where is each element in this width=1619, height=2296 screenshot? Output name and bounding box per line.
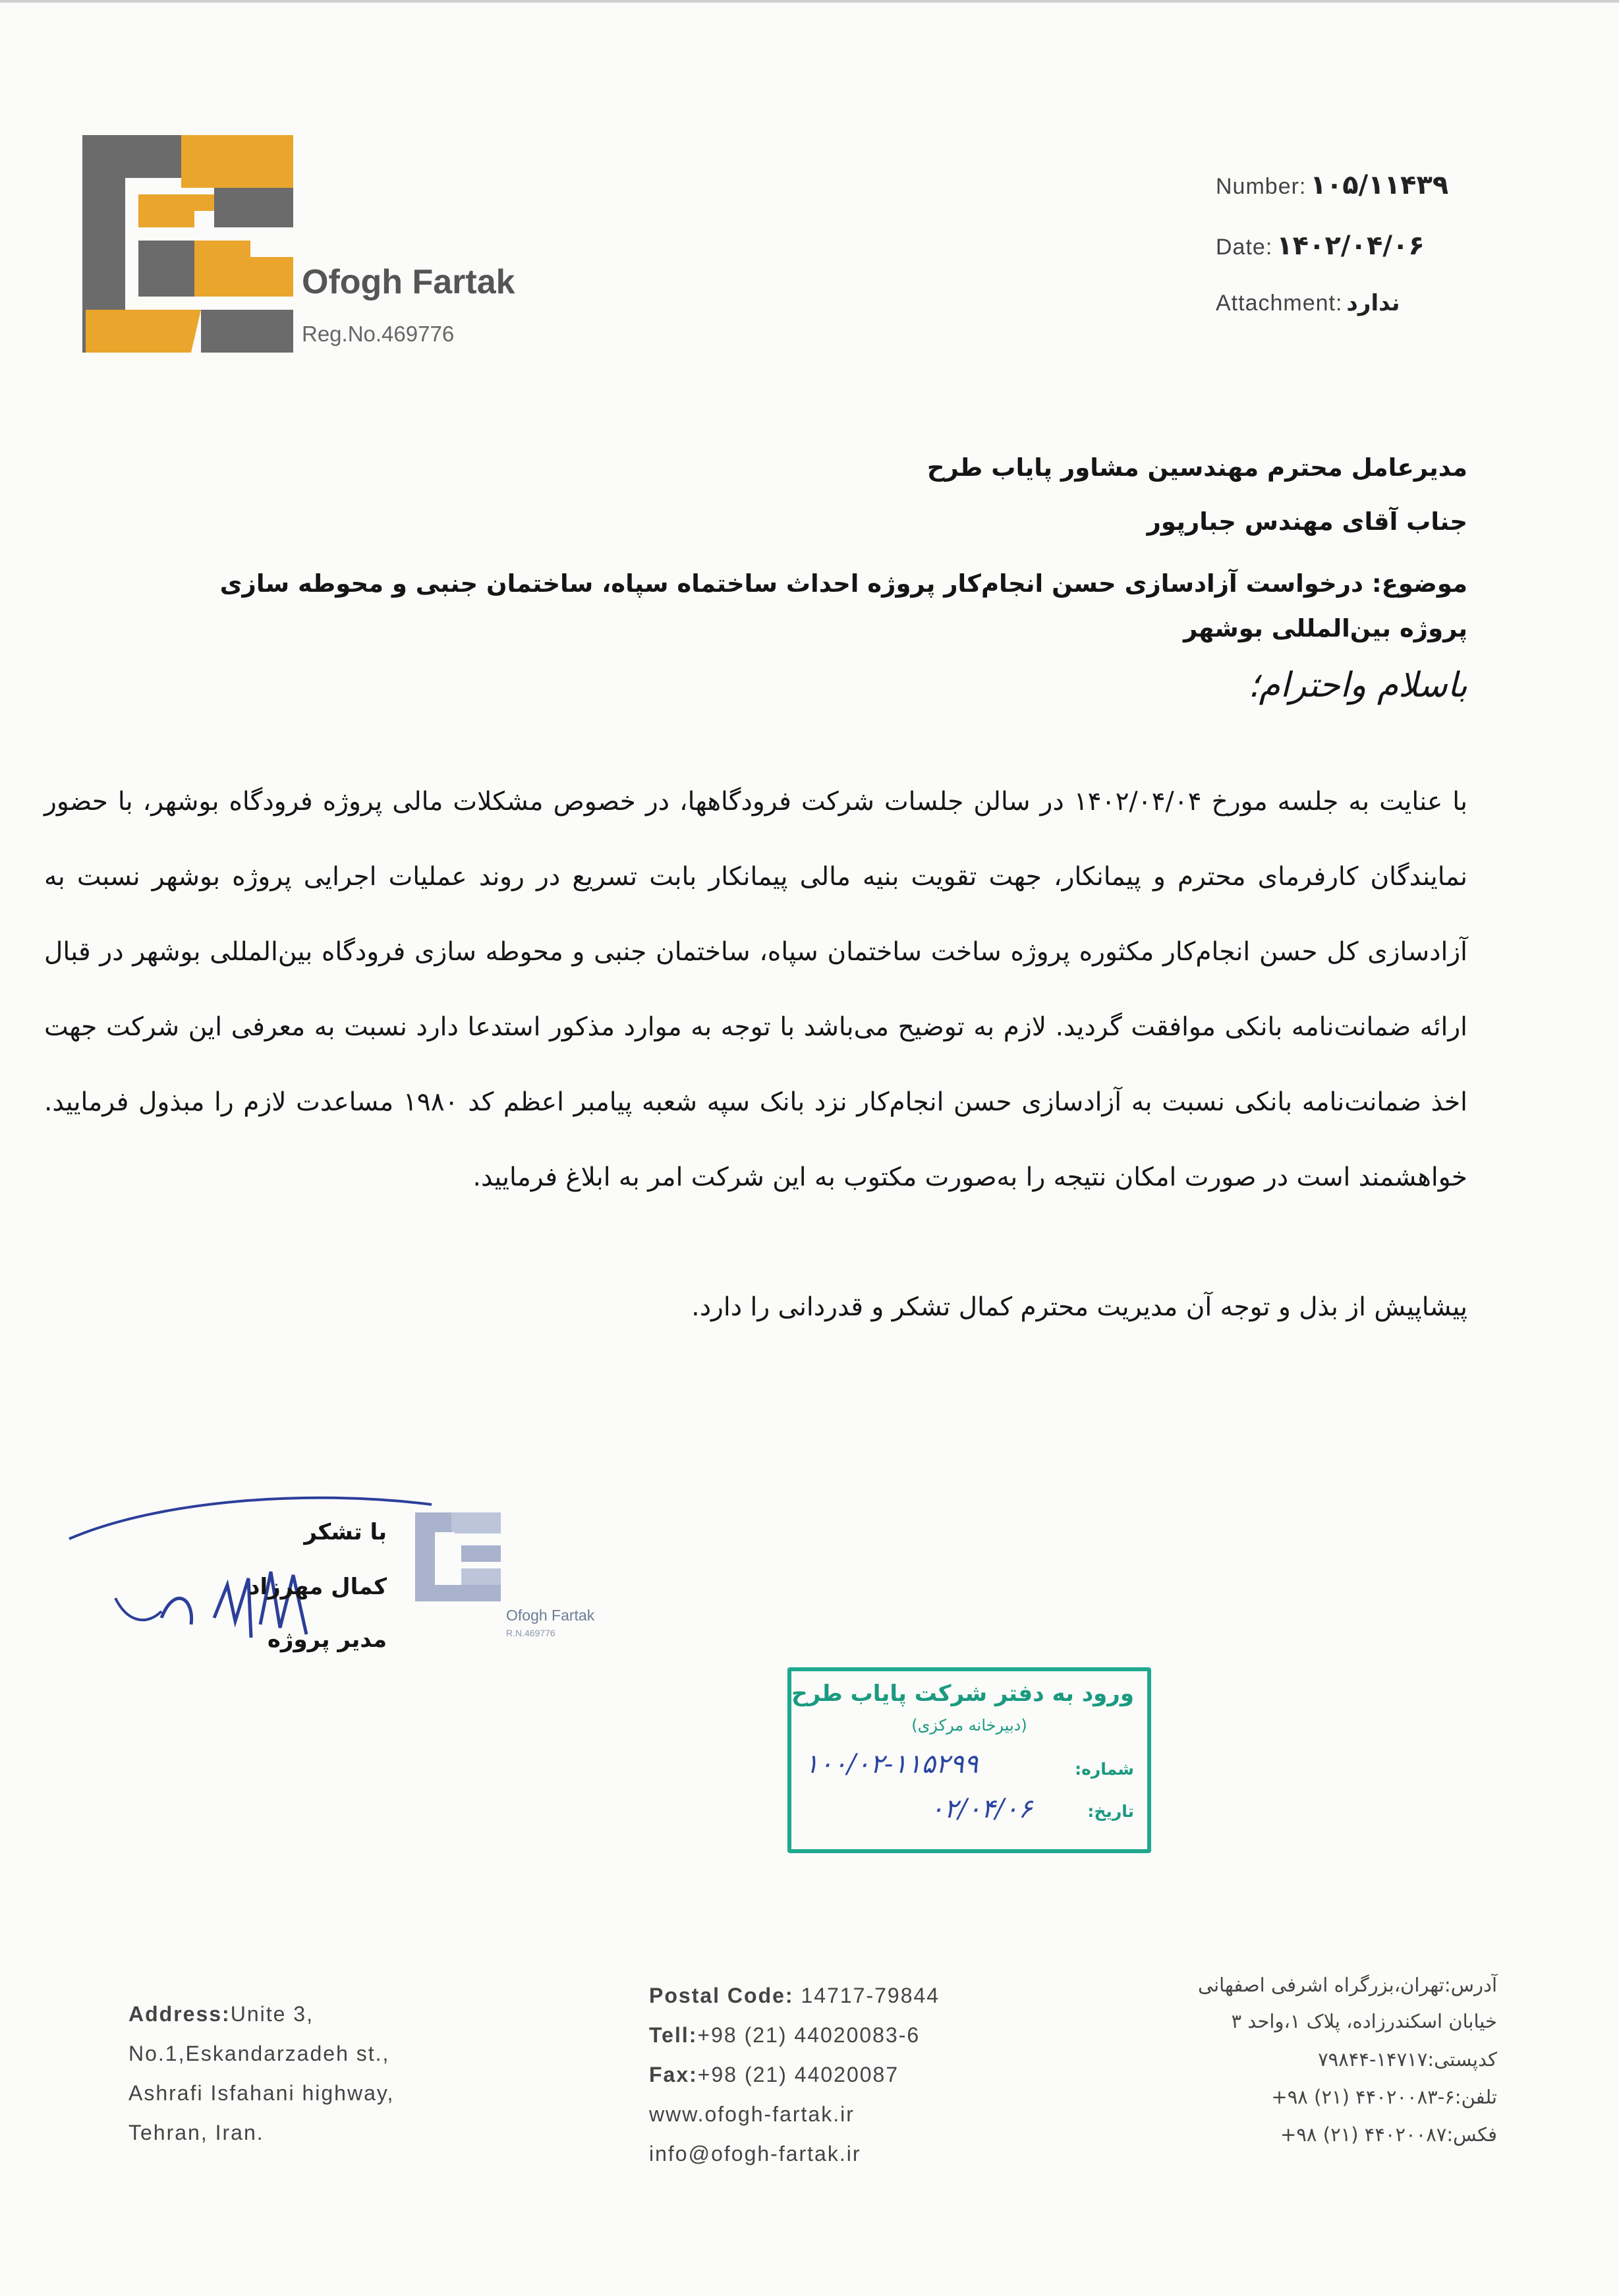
footer-postal: [649, 1984, 940, 2008]
footer-tel: [649, 2023, 920, 2048]
stamp-subtitle: (دبیرخانه مرکزی): [911, 1716, 1027, 1735]
letter-date-value: ۱۴۰۲/۰۴/۰۶: [1276, 231, 1425, 261]
footer-address-line4: Tehran, Iran.: [128, 2121, 264, 2144]
letter-attachment: [1216, 290, 1400, 316]
footer-tel-label: Tell:: [649, 2023, 698, 2047]
letter-date: [1216, 231, 1425, 261]
letter-number-label: Number:: [1216, 174, 1307, 199]
logo-orange-right: [194, 241, 293, 297]
footer-fa-address-line1: آدرس:تهران،بزرگراه اشرفی اصفهانی: [1197, 1974, 1497, 1996]
footer-tel-value: +98 (21) 44020083-6: [697, 2023, 921, 2047]
company-seal-icon: [415, 1512, 501, 1601]
letter-attachment-value: ندارد: [1346, 290, 1400, 316]
footer-address-line2: No.1,Eskandarzadeh st.,: [128, 2042, 390, 2065]
stamp-date-label: تاریخ:: [1087, 1802, 1134, 1821]
letter-number: [1216, 170, 1448, 200]
letter-attachment-label: Attachment:: [1216, 291, 1343, 316]
recipient-title: مدیرعامل محترم مهندسین مشاور پایاب طرح: [926, 453, 1467, 482]
footer-fa-address-line2: خیابان اسکندرزاده، پلاک ۱،واحد ۳: [1231, 2010, 1497, 2032]
footer-fa-postal: کدپستی:۱۴۷۱۷-۷۹۸۴۴: [1318, 2048, 1497, 2071]
logo-orange-top: [181, 135, 293, 188]
footer-fax-label: Fax:: [649, 2063, 698, 2086]
letter-body: با عنایت به جلسه مورخ ۱۴۰۲/۰۴/۰۴ در سالن جلسات شرکت فرودگاهها، در خصوص مشکلات مالی پروژه فرودگاه بوشهر، با حضور نمایندگان کارفرمای محترم و پیمانکار، جهت تقویت بنیه مالی پیمانکار بابت تسریع در روند عملیات اجرایی پروژه بوشهر نسبت به آزادسازی کل حسن انجام‌کار مکثوره پروژه ساخت ساختمان سپاه، ساختمان جنبی و محوطه سازی فرودگاه بین‌المللی بوشهر در قبال ارائه ضمانت‌نامه بانکی موافقت گردید. لازم به توضیح می‌باشد با توجه به موارد مذکور استدعا دارد نسبت به معرفی این شرکت جهت اخذ ضمانت‌نامه بانکی نسبت به آزادسازی حسن انجام‌کار نزد بانک سپه شعبه پیامبر اعظم کد ۱۹۸۰ مساعدت لازم را مبذول فرمایید. خواهشمند است در صورت امکان نتیجه را به‌صورت مکتوب به این شرکت امر به ابلاغ فرمایید.: [44, 787, 1468, 1192]
logo-orange-mid: [138, 194, 214, 227]
footer-fax: [649, 2063, 899, 2087]
signature-title: مدیر پروژه: [267, 1626, 387, 1653]
footer-fax-value: +98 (21) 44020087: [697, 2063, 899, 2086]
letter-closing: [44, 1288, 1467, 1327]
recipient-name: جناب آقای مهندس جبارپور: [1147, 507, 1467, 536]
closing-text: پیشاپیش از بذل و توجه آن مدیریت محترم کمال تشکر و قدردانی را دارد.: [691, 1292, 1467, 1322]
footer-email[interactable]: info@ofogh-fartak.ir: [649, 2142, 861, 2166]
footer-fa-tel: تلفن:۶-۴۴۰۲۰۰۸۳ (۲۱) ۹۸+: [1271, 2086, 1497, 2108]
stamp-number-label: شماره:: [1075, 1760, 1134, 1779]
signature-thanks: با تشکر: [304, 1519, 387, 1545]
stamp-date-value: ۰۲/۰۴/۰۶: [930, 1794, 1033, 1824]
footer-postal-value: 14717-79844: [801, 1984, 940, 2007]
stamp-number-value: ۱۰۰/۰۲-۱۱۵۲۹۹: [805, 1749, 979, 1779]
entry-stamp: [787, 1667, 1151, 1853]
signature-name: کمال مهرزاد: [248, 1574, 387, 1600]
footer-fa-fax: فکس:۴۴۰۲۰۰۸۷ (۲۱) ۹۸+: [1280, 2123, 1497, 2146]
company-name: Ofogh Fartak: [302, 263, 515, 301]
ofogh-fartak-logo-icon: [79, 132, 297, 356]
logo-gray-mid: [214, 188, 293, 227]
footer-postal-label: Postal Code:: [649, 1984, 794, 2007]
greeting: باسلام واحترام؛: [1248, 666, 1467, 705]
letter-subject: موضوع: درخواست آزادسازی حسن انجام‌کار پروژه احداث ساختماه سپاه، ساختمان جنبی و محوطه سازی پروژه بین‌المللی بوشهر: [219, 569, 1467, 643]
logo-gray-center: [138, 241, 194, 297]
page-top-border: [0, 0, 1619, 3]
letter-date-label: Date:: [1216, 235, 1273, 260]
footer-address-line3: Ashrafi Isfahani highway,: [128, 2081, 395, 2105]
logo-orange-bottom: [86, 310, 201, 353]
seal-company-name: Ofogh Fartak: [506, 1607, 595, 1624]
footer-website[interactable]: www.ofogh-fartak.ir: [649, 2102, 855, 2126]
footer-address-line1: [128, 2002, 314, 2026]
seal-reg-number: R.N.469776: [506, 1628, 555, 1638]
stamp-title: ورود به دفتر شرکت پایاب طرح: [791, 1680, 1134, 1707]
logo-gray-bottom: [201, 310, 293, 353]
footer-address-label: Address:: [128, 2002, 231, 2026]
letter-number-value: ۱۰۵/۱۱۴۳۹: [1310, 170, 1449, 200]
footer-address-text: Unite 3,: [230, 2002, 314, 2026]
company-reg-number: Reg.No.469776: [302, 322, 455, 346]
